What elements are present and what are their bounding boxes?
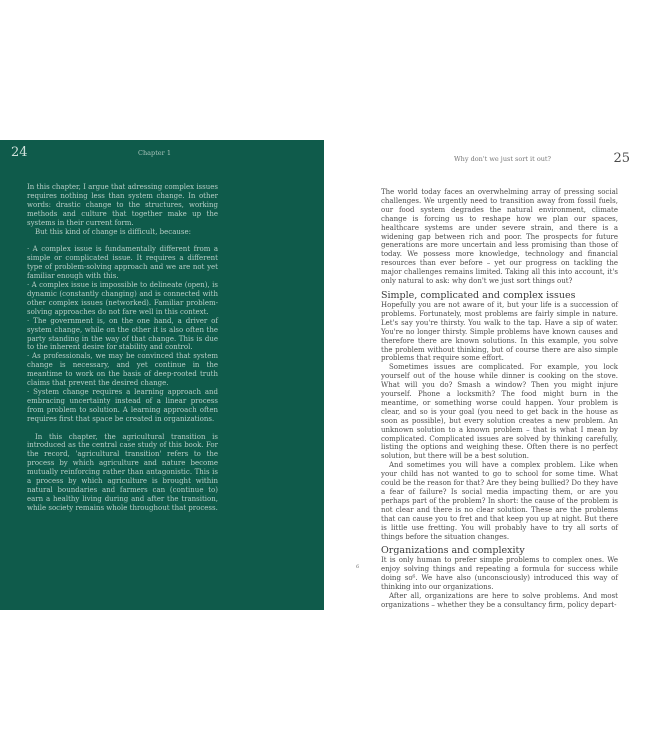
bullet-item: · As professionals, we may be convinced that system change is necessary, and yet continue in the meantime to work on the basis of deep-rooted truth claims that prevent the desired change. [27,352,218,388]
chapter-summary [27,183,218,513]
paragraph: It is only human to prefer simple problems to complex ones. We enjoy solving things and repeating a formula for success while doing so⁶. We have also (unconsciously) introduced this way of thinking into our organizations. [381,556,618,592]
intro-paragraph: The world today faces an overwhelming array of pressing social challenges. We urgently need to transition away from fossil fuels, our food system degrades the natural environment, climate change is forcing us to reshape how we plan our spaces, healthcare systems are under severe strain, and there is a widening gap between rich and poor. The prospects for future generations are more uncertain and less promising than those of today. We possess more knowledge, technology and financial resources than ever before – yet our progress on tackling the major challenges remains limited. Taking all this into account, it's only natural to ask: why don't we just sort things out? [381,188,618,286]
paragraph: Sometimes issues are complicated. For example, you lock yourself out of the house while dinner is cooking on the stove. What will you do? Smash a window? Then you might injure yourself. Phone a locksmith? The food might burn in the meantime, or something worse could happen. Your problem is clear, and so is your goal (you need to get back in the house as soon as possible), but every solution creates a new problem. An unknown solution to a known problem – that is what I mean by complicated. Complicated issues are solved by thinking carefully, listing the options and weighing these. Often there is no perfect solution, but there will be a best solution. [381,363,618,461]
page-number: 25 [613,151,630,166]
bullet-item: · A complex issue is fundamentally different from a simple or complicated issue. It requires a different type of problem-solving approach and we are not yet familiar enough with this. [27,245,218,281]
paragraph: Hopefully you are not aware of it, but your life is a succession of problems. Fortunately, most problems are fairly simple in nature. Let's say you're thirsty. You walk to the tap. Have a sip of water. You're no longer thirsty. Simple problems have known causes and therefore there are known solutions. In this example, you solve the problem without thinking, but of course there are also simple problems that require some effort. [381,300,618,363]
section-heading: Organizations and complexity [381,545,525,557]
page-number: 24 [11,145,28,160]
book-spread [0,140,650,610]
bullet-item: · System change requires a learning approach and embracing uncertainty instead of a linear process from problem to solution. A learning approach often requires first that space be created in organizations. [27,387,218,423]
paragraph: After all, organizations are here to solve problems. And most organizations – whether they be a consultancy firm, policy depart- [381,592,618,609]
main-text [381,188,618,610]
running-header: Why don't we just sort it out? [454,155,552,163]
left-page [0,140,324,610]
bullet-item: · The government is, on the one hand, a driver of system change, while on the other it is also often the party standing in the way of that change. This is due to the inherent desire for stability and control. [27,316,218,352]
bullet-item: · A complex issue is impossible to delineate (open), is dynamic (constantly changing) and is connected with other complex issues (networked). Familiar problem-solving approaches do not fare well in this context. [27,281,218,316]
paragraph: In this chapter, I argue that adressing complex issues requires nothing less than system change. In other words: drastic change to the structures, working methods and culture that together make up the systems in their current form. [27,183,218,227]
running-header: Chapter 1 [138,149,171,157]
footnote-marker: 6 [356,564,360,570]
right-page [324,140,650,610]
paragraph: In this chapter, the agricultural transition is introduced as the central case study of this book. For the record, 'agricultural transition' refers to the process by which agriculture and nature become mutually reinforcing rather than antagonistic. This is a process by which agriculture is brought within natural boundaries and farmers can (continue to) earn a healthy living during and after the transition, while society remains whole throughout that process. [27,432,218,512]
section-heading: Simple, complicated and complex issues [381,289,576,301]
paragraph: And sometimes you will have a complex problem. Like when your child has not wanted to go to school for some time. What could be the reason for that? Are they being bullied? Do they have a fear of failure? Is social media impacting them, or are you perhaps part of the problem? In short: the cause of the problem is not clear and there is no clear solution. These are the problems that can cause you to fret and that keep you up at night. But there is little use fretting. You will probably have to try all sorts of things before the situation changes. [381,461,618,541]
paragraph: But this kind of change is difficult, because: [35,227,191,236]
